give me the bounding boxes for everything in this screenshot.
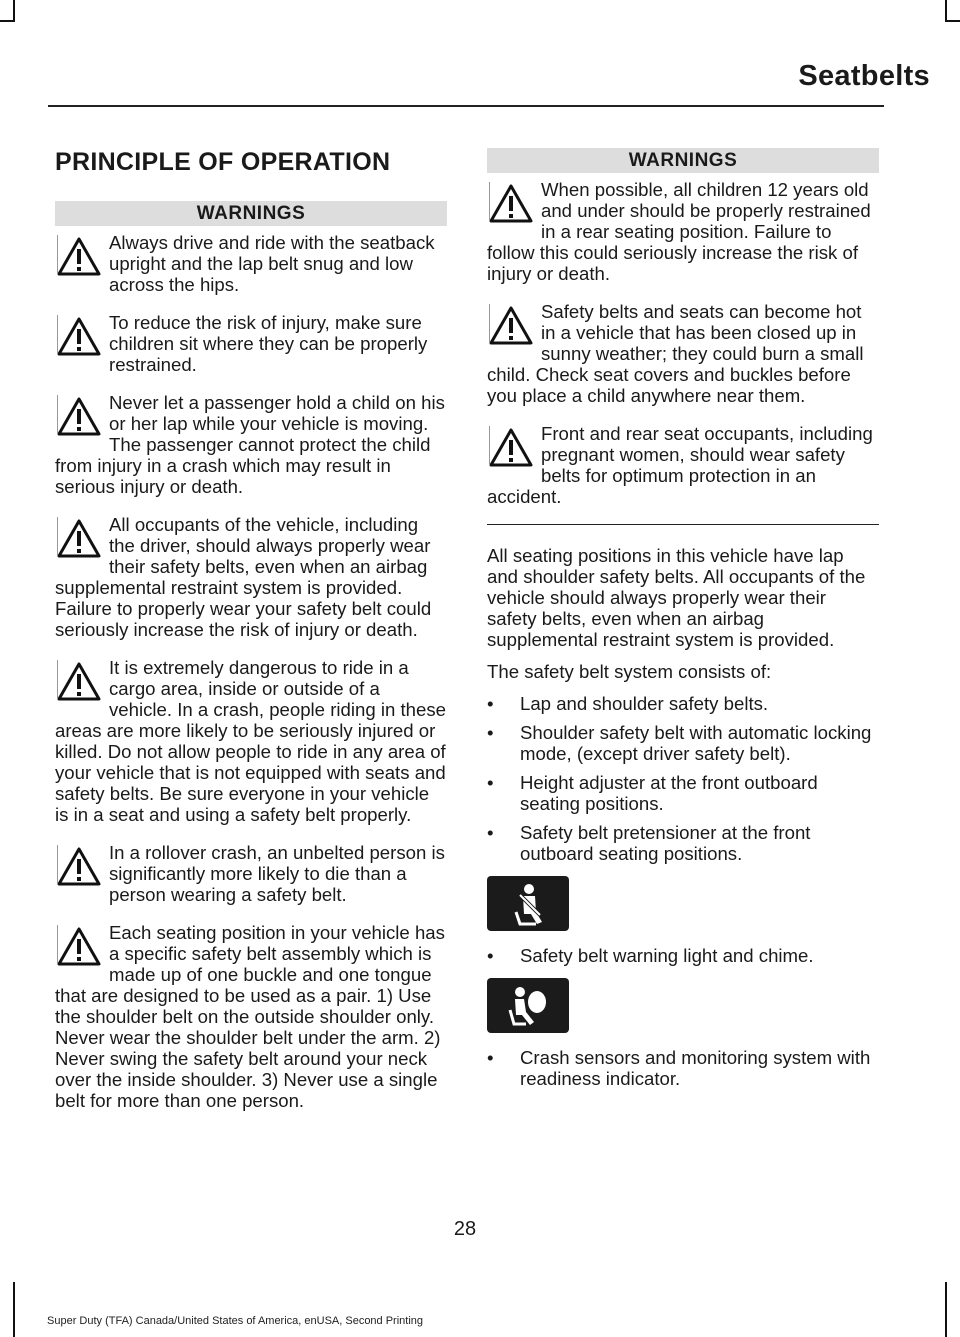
component-list — [487, 1047, 879, 1089]
list-item — [487, 945, 879, 966]
warning-text: Always drive and ride with the seatback upright and the lap belt snug and low across the hips. — [109, 232, 435, 295]
left-column — [55, 148, 447, 1128]
warning-triangle-icon — [487, 425, 533, 469]
crop-mark — [945, 0, 947, 22]
warnings-header: WARNINGS — [487, 148, 879, 173]
list-item-text: Safety belt warning light and chime. — [520, 945, 814, 966]
seatbelt-figure-icon — [506, 882, 550, 926]
warning-triangle-icon — [55, 659, 101, 703]
warning-item — [487, 423, 879, 507]
component-list — [487, 693, 879, 864]
warning-triangle-icon — [487, 303, 533, 347]
warning-item — [55, 312, 447, 375]
warning-triangle-icon — [487, 181, 533, 225]
list-item-text: Lap and shoulder safety belts. — [520, 693, 769, 714]
crop-mark — [13, 1282, 15, 1337]
warning-text: To reduce the risk of injury, make sure children sit where they can be properly restrained. — [109, 312, 428, 375]
warning-text: When possible, all children 12 years old and under should be properly restrained in a rear seating position. Failure to follow this could seriously increase the risk of injury or death. — [487, 179, 871, 284]
bullet-mark: • — [487, 772, 494, 793]
warning-text: Never let a passenger hold a child on his or her lap while your vehicle is moving. The passenger cannot protect the child from injury in a crash which may result in serious injury or death. — [55, 392, 445, 497]
bullet-mark: • — [487, 822, 494, 843]
component-list — [487, 945, 879, 966]
list-item — [487, 1047, 879, 1089]
crop-mark — [0, 20, 14, 22]
list-item — [487, 722, 879, 764]
warning-triangle-icon — [55, 314, 101, 358]
section-heading: PRINCIPLE OF OPERATION — [55, 148, 391, 176]
crop-mark — [945, 1282, 947, 1337]
bullet-mark: • — [487, 722, 494, 743]
bullet-mark: • — [487, 693, 494, 714]
list-item-text: Shoulder safety belt with automatic locking mode, (except driver safety belt). — [520, 722, 872, 764]
warning-triangle-icon — [55, 844, 101, 888]
warning-text: Safety belts and seats can become hot in a vehicle that has been closed up in sunny weather; they could burn a small child. Check seat covers and buckles before you place a child anywhere near them. — [487, 301, 864, 406]
seatbelt-warning-light-icon — [487, 876, 569, 931]
warning-item — [55, 657, 447, 825]
list-item — [487, 772, 879, 814]
bullet-mark: • — [487, 945, 494, 966]
warning-item — [55, 842, 447, 905]
airbag-figure-icon — [504, 984, 552, 1028]
warning-item — [487, 301, 879, 406]
right-column — [487, 148, 879, 1097]
warning-text: All occupants of the vehicle, including the driver, should always properly wear their safety belts, even when an airbag supplemental restraint system is provided. Failure to properly wear your safety belt could seriously increase the risk of injury or death. — [55, 514, 432, 640]
warnings-end-divider — [487, 524, 879, 525]
warning-triangle-icon — [55, 924, 101, 968]
warning-text: In a rollover crash, an unbelted person is significantly more likely to die than a person wearing a safety belt. — [109, 842, 445, 905]
list-item-text: Height adjuster at the front outboard seating positions. — [520, 772, 818, 814]
page-title: Seatbelts — [798, 60, 930, 92]
warning-triangle-icon — [55, 394, 101, 438]
list-item-text: Crash sensors and monitoring system with readiness indicator. — [520, 1047, 871, 1089]
warning-item — [55, 232, 447, 295]
airbag-readiness-light-icon — [487, 978, 569, 1033]
list-item-text: Safety belt pretensioner at the front outboard seating positions. — [520, 822, 811, 864]
warning-item — [55, 922, 447, 1111]
warning-item — [55, 514, 447, 640]
bullet-mark: • — [487, 1047, 494, 1068]
warnings-header: WARNINGS — [55, 201, 447, 226]
crop-mark — [945, 20, 960, 22]
crop-mark — [13, 0, 15, 22]
warning-item — [55, 392, 447, 497]
warning-text: Front and rear seat occupants, including pregnant women, should wear safety belts for optimum protection in an accident. — [487, 423, 873, 507]
warning-triangle-icon — [55, 516, 101, 560]
footer-text: Super Duty (TFA) Canada/United States of America, enUSA, Second Printing — [47, 1315, 424, 1327]
list-item — [487, 693, 879, 714]
warning-triangle-icon — [55, 234, 101, 278]
warning-item — [487, 179, 879, 284]
warning-text: It is extremely dangerous to ride in a cargo area, inside or outside of a vehicle. In a crash, people riding in these areas are more likely to be seriously injured or killed. Do not allow people to ride in any area of your vehicle that is not equipped with seats and safety belts. Be sure everyone in your vehicle is in a seat and using a safety belt properly. — [55, 657, 446, 825]
consists-label: The safety belt system consists of: — [487, 661, 772, 682]
intro-paragraph: All seating positions in this vehicle have lap and shoulder safety belts. All occupants of the vehicle should always properly wear their safety belts, even when an airbag supplemental restraint system is provided. — [487, 545, 866, 650]
warning-text: Each seating position in your vehicle has a specific safety belt assembly which is made up of one buckle and one tongue that are designed to be used as a pair. 1) Use the shoulder belt on the outside shoulder only. Never wear the shoulder belt under the arm. 2) Never swing the safety belt around your neck over the inside shoulder. 3) Never use a single belt for more than one person. — [55, 922, 445, 1111]
page-number: 28 — [453, 1218, 477, 1240]
list-item — [487, 822, 879, 864]
header-divider — [48, 105, 884, 107]
